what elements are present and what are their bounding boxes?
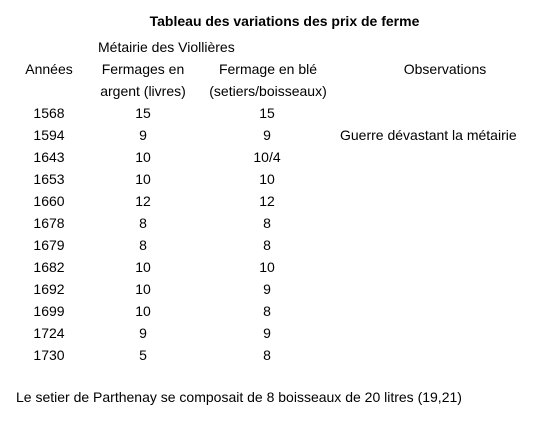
header-years [18,58,80,80]
cell-fermage-argent: 15 [135,105,151,121]
cell-fermage-argent: 8 [139,215,147,231]
table-row [0,300,539,322]
cell-fermage-argent: 9 [139,127,147,143]
cell-year: 1568 [33,105,65,121]
cell-fermage-argent: 5 [139,347,147,363]
table-body [0,102,539,366]
cell-fermage-ble: 8 [263,347,271,363]
cell-fermage-ble: 8 [263,215,271,231]
cell-observation: Guerre dévastant la métairie [340,127,517,143]
cell-fermage-ble: 10/4 [253,149,281,165]
header-observations-label: Observations [403,61,487,77]
cell-year: 1643 [33,149,65,165]
table-row [0,168,539,190]
cell-fermage-argent: 10 [135,259,151,275]
cell-year: 1678 [33,215,65,231]
header-fermage-argent [88,58,198,102]
header-fermage-argent-line1: Fermages en [101,61,185,77]
cell-year: 1594 [33,127,65,143]
cell-year: 1682 [33,259,65,275]
cell-fermage-ble: 9 [263,281,271,297]
table-row [0,102,539,124]
cell-fermage-argent: 12 [135,193,151,209]
cell-fermage-ble: 10 [259,259,275,275]
cell-year: 1724 [33,325,65,341]
cell-fermage-argent: 9 [139,325,147,341]
cell-fermage-ble: 10 [259,171,275,187]
cell-fermage-ble: 8 [263,303,271,319]
header-years-label: Années [25,61,73,77]
cell-fermage-argent: 8 [139,237,147,253]
header-fermage-argent-line2: argent (livres) [100,83,186,99]
header-fermage-ble-line2: (setiers/boisseaux) [209,83,327,99]
cell-fermage-ble: 9 [263,127,271,143]
table-row [0,212,539,234]
cell-fermage-argent: 10 [135,149,151,165]
table-row [0,256,539,278]
table-row [0,344,539,366]
table-title: Tableau des variations des prix de ferme [149,13,420,29]
footnote: Le setier de Parthenay se composait de 8 boisseaux de 20 litres (19,21) [16,389,462,405]
cell-fermage-ble: 9 [263,325,271,341]
cell-fermage-ble: 12 [259,193,275,209]
cell-fermage-argent: 10 [135,281,151,297]
table-row [0,190,539,212]
table-row [0,146,539,168]
table-row [0,322,539,344]
cell-fermage-ble: 15 [259,105,275,121]
header-fermage-ble [200,58,336,102]
cell-year: 1730 [33,347,65,363]
cell-year: 1679 [33,237,65,253]
cell-year: 1653 [33,171,65,187]
table-subtitle: Métairie des Viollières [98,39,235,55]
cell-fermage-argent: 10 [135,171,151,187]
table-row [0,278,539,300]
table-row [0,234,539,256]
header-fermage-ble-line1: Fermage en blé [218,61,318,77]
cell-year: 1699 [33,303,65,319]
cell-year: 1660 [33,193,65,209]
header-observations [380,58,510,80]
cell-fermage-ble: 8 [263,237,271,253]
cell-fermage-argent: 10 [135,303,151,319]
table-row [0,124,539,146]
cell-year: 1692 [33,281,65,297]
